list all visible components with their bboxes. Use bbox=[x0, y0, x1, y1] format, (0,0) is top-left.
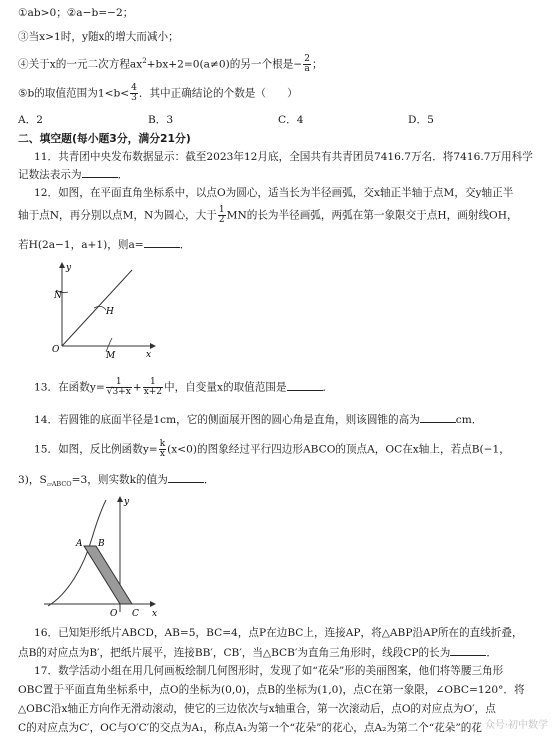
q16-line-1: 16．已知矩形纸片ABCD，AB=5，BC=4，点P在边BC上，连接AP，将△ABP沿AP所在的直线折叠， bbox=[34, 627, 523, 639]
fraction-k-over-x: $\frac{k}{x}$ bbox=[159, 439, 166, 459]
label-o: O bbox=[52, 345, 60, 355]
watermark: 众号·初中数学 bbox=[484, 720, 548, 731]
fraction-4-over-3: $\frac{4}{3}$ bbox=[131, 83, 137, 103]
answer-blank[interactable] bbox=[450, 645, 486, 656]
x-axis-arrow bbox=[150, 601, 156, 607]
x-axis-arrow bbox=[150, 343, 156, 349]
y-axis-arrow bbox=[117, 496, 123, 502]
label-c: C bbox=[132, 609, 139, 618]
option-a[interactable]: A．2 bbox=[18, 114, 43, 126]
option-c[interactable]: C．4 bbox=[278, 114, 304, 126]
q17-line-3: △OBC沿x轴正方向作无滑动滚动，使它的三边依次与x轴重合，第一次滚动后，点O的对应点为O′，点 bbox=[18, 703, 496, 715]
label-m: M bbox=[106, 351, 116, 360]
figure-q12 bbox=[40, 260, 170, 360]
label-n: N bbox=[54, 291, 62, 301]
answer-blank[interactable] bbox=[420, 412, 456, 423]
q17-line-4: C的对应点为C′，OC与O′C′的交点为A₁，称点A₁为第一个“花朵”的花心，点A₂为第二个“花朵”的花 bbox=[18, 722, 482, 734]
q14-line: 14．若圆锥的底面半径是1cm，它的侧面展开图的圆心角是直角，则该圆锥的高为 cm． bbox=[34, 414, 483, 426]
q12-line-3: 若H(2a−1，a+1)，则a= ． bbox=[18, 239, 191, 251]
statement-1: ①ab>0；②a−b=−2； bbox=[18, 7, 134, 19]
q17-line-2: OBC置于平面直角坐标系中，点O的坐标为(0,0)，点B的坐标为(1,0)，点C在第一象限，∠OBC=120°．将 bbox=[18, 684, 525, 696]
label-o: O bbox=[110, 609, 118, 618]
q15-line-2: 3)，$S_{▱ABCO}=3$，则实数k的值为 ． bbox=[18, 474, 215, 489]
fraction-1-over-sqrt: $\frac{1}{√3+x}$ bbox=[106, 377, 131, 397]
q11-line-1: 11．共青团中央发布数据显示：截至2023年12月底，全国共有共青团员7416.7万名．将7416.7万用科学 bbox=[34, 151, 533, 163]
label-b: B bbox=[98, 539, 105, 549]
q11-line-2: 记数法表示为 ． bbox=[18, 169, 129, 181]
label-a: A bbox=[76, 539, 83, 549]
statement-5: ⑤b的取值范围为1<b< $\frac{4}{3}$ ．其中正确结论的个数是（ ） bbox=[18, 83, 298, 103]
q12-line-2: 轴于点N，再分别以点M，N为圆心，大于 $\frac{1}{2}$ MN的长为半径画弧，两弧在第一象限交于点H，画射线OH， bbox=[18, 205, 518, 225]
parallelogram-abco bbox=[84, 546, 132, 604]
option-d[interactable]: D．5 bbox=[408, 114, 434, 126]
label-y: y bbox=[124, 497, 130, 507]
answer-blank[interactable] bbox=[168, 472, 204, 483]
label-y: y bbox=[66, 263, 72, 273]
label-x: x bbox=[146, 350, 152, 360]
statement-3: ③当x>1时，y随x的增大而减小； bbox=[18, 31, 179, 43]
label-h: H bbox=[106, 307, 114, 317]
y-axis-arrow bbox=[59, 262, 65, 268]
fraction-1-over-x2: $\frac{1}{x+2}$ bbox=[143, 377, 163, 397]
q16-line-2: 点B的对应点为B′，把纸片展平，连接BB′，CB′，当△BCB′为直角三角形时，线段CP的长为 ． bbox=[18, 647, 497, 659]
arc-m bbox=[106, 338, 112, 352]
ray-oh bbox=[62, 270, 132, 346]
statement-4: ④关于x的一元二次方程$ax^2+bx+2=0(a\ne 0)$的另一个根是− $\frac{2}{a}$ ； bbox=[18, 54, 323, 75]
figure-q15 bbox=[40, 494, 170, 618]
answer-blank[interactable] bbox=[144, 237, 180, 248]
fraction-half: $\frac{1}{2}$ bbox=[218, 205, 225, 225]
answer-blank[interactable] bbox=[82, 167, 118, 178]
q13-line: 13．在函数y= $\frac{1}{√3+x}$ + $\frac{1}{x+2}$ 中，自变量x的取值范围是 ． bbox=[34, 377, 334, 397]
q17-line-1: 17．数学活动小组在用几何画板绘制几何图形时，发现了如“花朵”形的美丽图案，他们将等腰三角形 bbox=[34, 665, 504, 677]
section-title: 二、填空题(每小题3分，满分21分) bbox=[18, 132, 191, 145]
option-b[interactable]: B．3 bbox=[148, 114, 174, 126]
q15-line-1: 15．如图，反比例函数y= $\frac{k}{x}$ (x<0)的图象经过平行四边形ABCO的顶点A，OC在x轴上，若点B(−1， bbox=[34, 439, 510, 459]
q12-line-1: 12．如图，在平面直角坐标系中，以点O为圆心，适当长为半径画弧，交x轴正半轴于点M，交y轴正半 bbox=[34, 187, 514, 199]
answer-options bbox=[18, 112, 538, 127]
answer-blank[interactable] bbox=[287, 380, 323, 391]
fraction-2-over-a: $\frac{2}{a}$ bbox=[304, 54, 310, 75]
label-x: x bbox=[152, 609, 158, 618]
